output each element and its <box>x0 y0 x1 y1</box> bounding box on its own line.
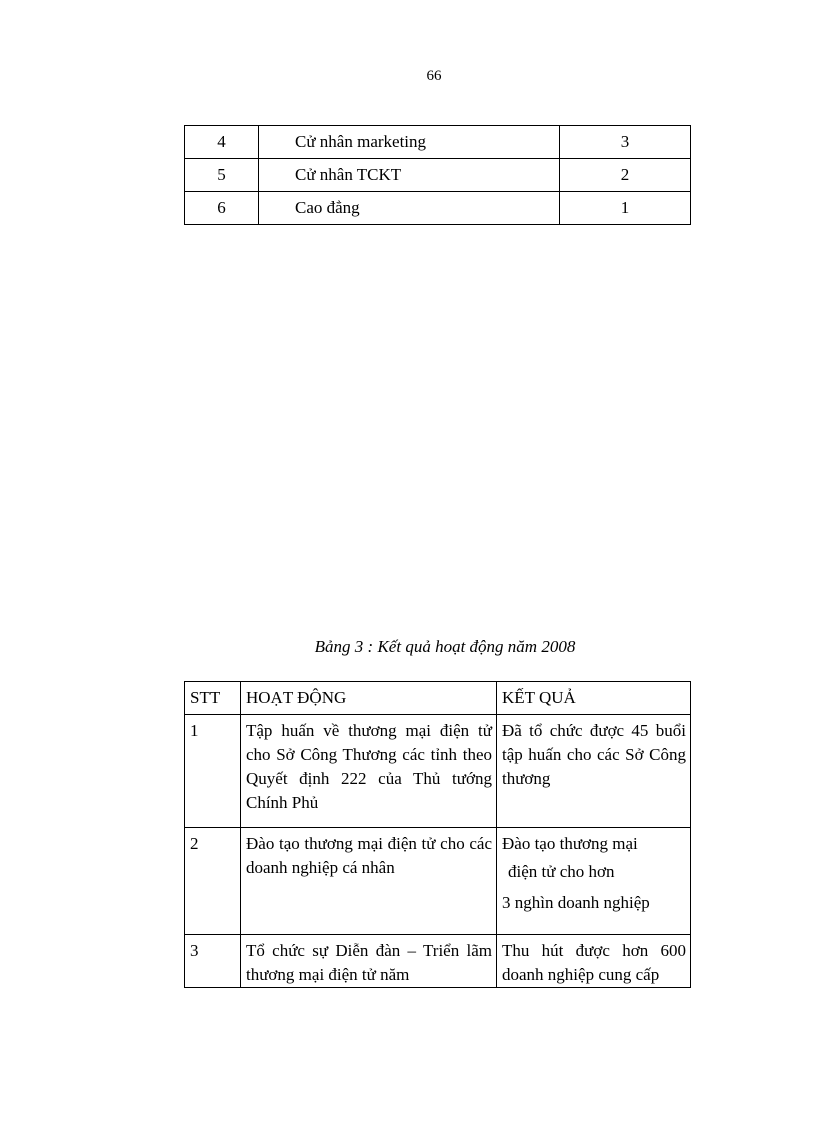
table-row <box>185 126 691 159</box>
row-number: 6 <box>185 192 259 225</box>
qualification: Cử nhân marketing <box>259 126 560 159</box>
row-number: 2 <box>185 828 241 935</box>
result: Thu hút được hơn 600 doanh nghiệp cung cấp <box>497 935 691 988</box>
row-number: 1 <box>185 715 241 828</box>
qualification: Cao đẳng <box>259 192 560 225</box>
header-activity: HOẠT ĐỘNG <box>241 682 497 715</box>
count: 3 <box>560 126 691 159</box>
result <box>497 828 691 935</box>
count: 1 <box>560 192 691 225</box>
table-header-row <box>185 682 691 715</box>
result-line: Đào tạo thương mại <box>502 834 638 853</box>
staff-table <box>184 125 691 225</box>
header-stt: STT <box>185 682 241 715</box>
row-number: 4 <box>185 126 259 159</box>
table-row <box>185 715 691 828</box>
qualification: Cử nhân TCKT <box>259 159 560 192</box>
activity: Đào tạo thương mại điện tử cho các doanh nghiệp cá nhân <box>241 828 497 935</box>
activity: Tổ chức sự Diễn đàn – Triển lãm thương mại điện tử năm <box>241 935 497 988</box>
table-row <box>185 828 691 935</box>
page-number: 66 <box>426 68 442 84</box>
table-row <box>185 192 691 225</box>
table-row <box>185 935 691 988</box>
header-result: KẾT QUẢ <box>497 682 691 715</box>
activity: Tập huấn về thương mại điện tử cho Sở Công Thương các tỉnh theo Quyết định 222 của Thủ tướng Chính Phủ <box>241 715 497 828</box>
results-table <box>184 681 691 988</box>
result-line: 3 nghìn doanh nghiệp <box>502 893 650 912</box>
result-line: điện tử cho hơn <box>508 862 615 881</box>
table-row <box>185 159 691 192</box>
row-number: 3 <box>185 935 241 988</box>
table-caption: Bảng 3 : Kết quả hoạt động năm 2008 <box>314 637 576 656</box>
count: 2 <box>560 159 691 192</box>
result: Đã tổ chức được 45 buổi tập huấn cho các Sở Công thương <box>497 715 691 828</box>
row-number: 5 <box>185 159 259 192</box>
